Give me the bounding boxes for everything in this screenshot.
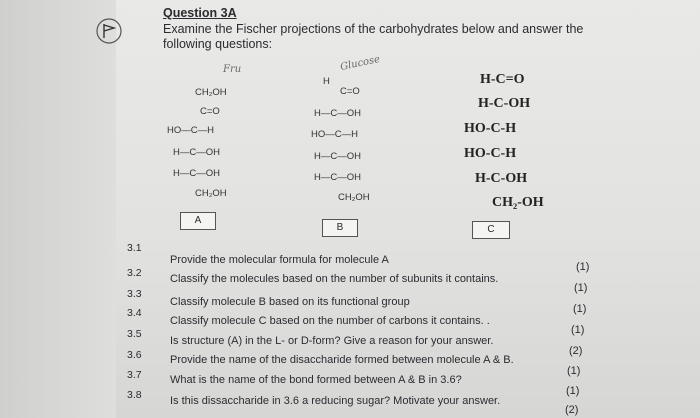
molecule-b-row-1: H <box>323 76 330 87</box>
molecule-a-row-3: HO—C—H <box>167 125 214 136</box>
molecule-c-row-2: H-C-OH <box>478 96 531 111</box>
question-marks: (2) <box>569 345 583 357</box>
question-intro: Examine the Fischer projections of the carbohydrates below and answer the following questions: <box>163 22 584 51</box>
molecule-a-row-2: C=O <box>200 106 220 117</box>
question-text: Classify molecule C based on the number of carbons it contains. . <box>170 315 490 327</box>
question-marks: (1) <box>573 303 587 315</box>
molecule-b-row-2: C=O <box>340 86 360 97</box>
page-margin <box>0 0 116 418</box>
molecule-a-row-5: H—C—OH <box>173 168 220 179</box>
molecule-a-row-1: CH₂OH <box>195 87 227 98</box>
molecule-c-row-4: HO-C-H <box>464 146 517 161</box>
handwritten-note-a: Fru <box>223 64 242 75</box>
molecule-a-row-4: H—C—OH <box>173 147 220 158</box>
molecule-b-label: B <box>322 219 358 237</box>
question-marks: (1) <box>574 282 588 294</box>
question-marks: (1) <box>576 261 590 273</box>
handwritten-note-b: Glucose <box>339 53 382 74</box>
question-text: Classify the molecules based on the number of subunits it contains. <box>170 273 499 285</box>
question-marks: (1) <box>567 365 581 377</box>
molecule-b-row-5: H—C—OH <box>314 151 361 162</box>
question-number: 3.1 <box>127 242 142 254</box>
molecule-b-row-6: H—C—OH <box>314 172 361 183</box>
question-number: 3.2 <box>127 267 142 279</box>
question-number: 3.3 <box>127 288 142 300</box>
molecule-c-row-3: HO-C-H <box>464 121 517 136</box>
question-title: Question 3A <box>163 6 237 20</box>
molecule-b-row-4: HO—C—H <box>311 129 358 140</box>
question-number: 3.5 <box>127 328 142 340</box>
question-text: Provide the name of the disaccharide formed between molecule A & B. <box>170 354 514 366</box>
question-text: Classify molecule B based on its functional group <box>170 296 410 308</box>
hand-drawn-flag-icon <box>94 16 124 46</box>
molecule-c-row-5: H-C-OH <box>475 171 528 186</box>
molecule-c-row-6: CH₂-OH <box>492 195 544 210</box>
question-number: 3.4 <box>127 307 142 319</box>
question-text: Is this dissaccharide in 3.6 a reducing sugar? Motivate your answer. <box>170 395 501 407</box>
molecule-a-row-6: CH₂OH <box>195 188 227 199</box>
molecule-b-row-7: CH₂OH <box>338 192 370 203</box>
question-marks: (2) <box>565 404 579 416</box>
question-number: 3.7 <box>127 369 142 381</box>
question-marks: (1) <box>566 385 580 397</box>
question-number: 3.8 <box>127 389 142 401</box>
question-marks: (1) <box>571 324 585 336</box>
molecule-b-row-3: H—C—OH <box>314 108 361 119</box>
question-number: 3.6 <box>127 349 142 361</box>
question-text: What is the name of the bond formed between A & B in 3.6? <box>170 374 462 386</box>
molecule-c-label: C <box>472 221 510 239</box>
molecule-a-label: A <box>180 212 216 230</box>
question-text: Provide the molecular formula for molecule A <box>170 254 389 266</box>
molecule-c-row-1: H-C=O <box>480 72 525 87</box>
question-text: Is structure (A) in the L- or D-form? Give a reason for your answer. <box>170 335 494 347</box>
